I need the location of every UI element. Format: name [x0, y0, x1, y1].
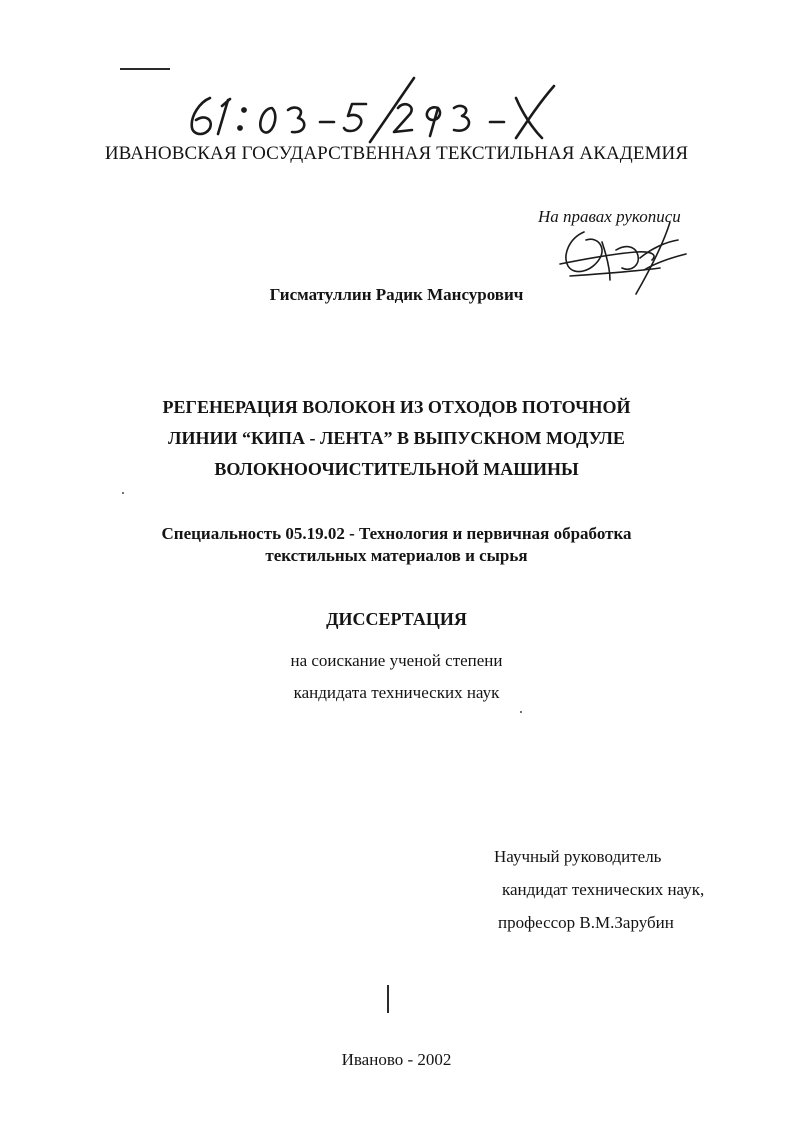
city-and-year: Иваново - 2002 [341, 1050, 452, 1069]
degree-line: на соискание ученой степени [290, 651, 503, 670]
supervisor-line: кандидат технических наук, [502, 880, 705, 899]
handwritten-archive-number [170, 72, 590, 144]
dissertation-title [0, 392, 793, 485]
scan-mark [120, 68, 170, 70]
rights-note: На правах рукописи [538, 207, 681, 226]
work-type: ДИССЕРТАЦИЯ [326, 609, 467, 629]
scan-speck [122, 492, 124, 494]
title-line: ВОЛОКНООЧИСТИТЕЛЬНОЙ МАШИНЫ [214, 459, 579, 479]
supervisor-line: Научный руководитель [494, 847, 662, 866]
scan-mark [387, 985, 389, 1013]
specialty-line: текстильных материалов и сырья [265, 546, 528, 565]
organization-name: ИВАНОВСКАЯ ГОСУДАРСТВЕННАЯ ТЕКСТИЛЬНАЯ АКАДЕМИЯ [104, 143, 689, 164]
title-line: ЛИНИИ “КИПА - ЛЕНТА” В ВЫПУСКНОМ МОДУЛЕ [168, 428, 625, 448]
supervisor-line: профессор В.М.Зарубин [498, 913, 674, 932]
scan-speck [520, 711, 522, 713]
degree-statement [0, 645, 793, 709]
supervisor-block [494, 840, 704, 939]
author-name: Гисматуллин Радик Мансурович [269, 285, 524, 304]
specialty [0, 523, 793, 567]
specialty-line: Специальность 05.19.02 - Технология и первичная обработка [161, 524, 632, 543]
title-line: РЕГЕНЕРАЦИЯ ВОЛОКОН ИЗ ОТХОДОВ ПОТОЧНОЙ [162, 397, 631, 417]
degree-line: кандидата технических наук [293, 683, 500, 702]
